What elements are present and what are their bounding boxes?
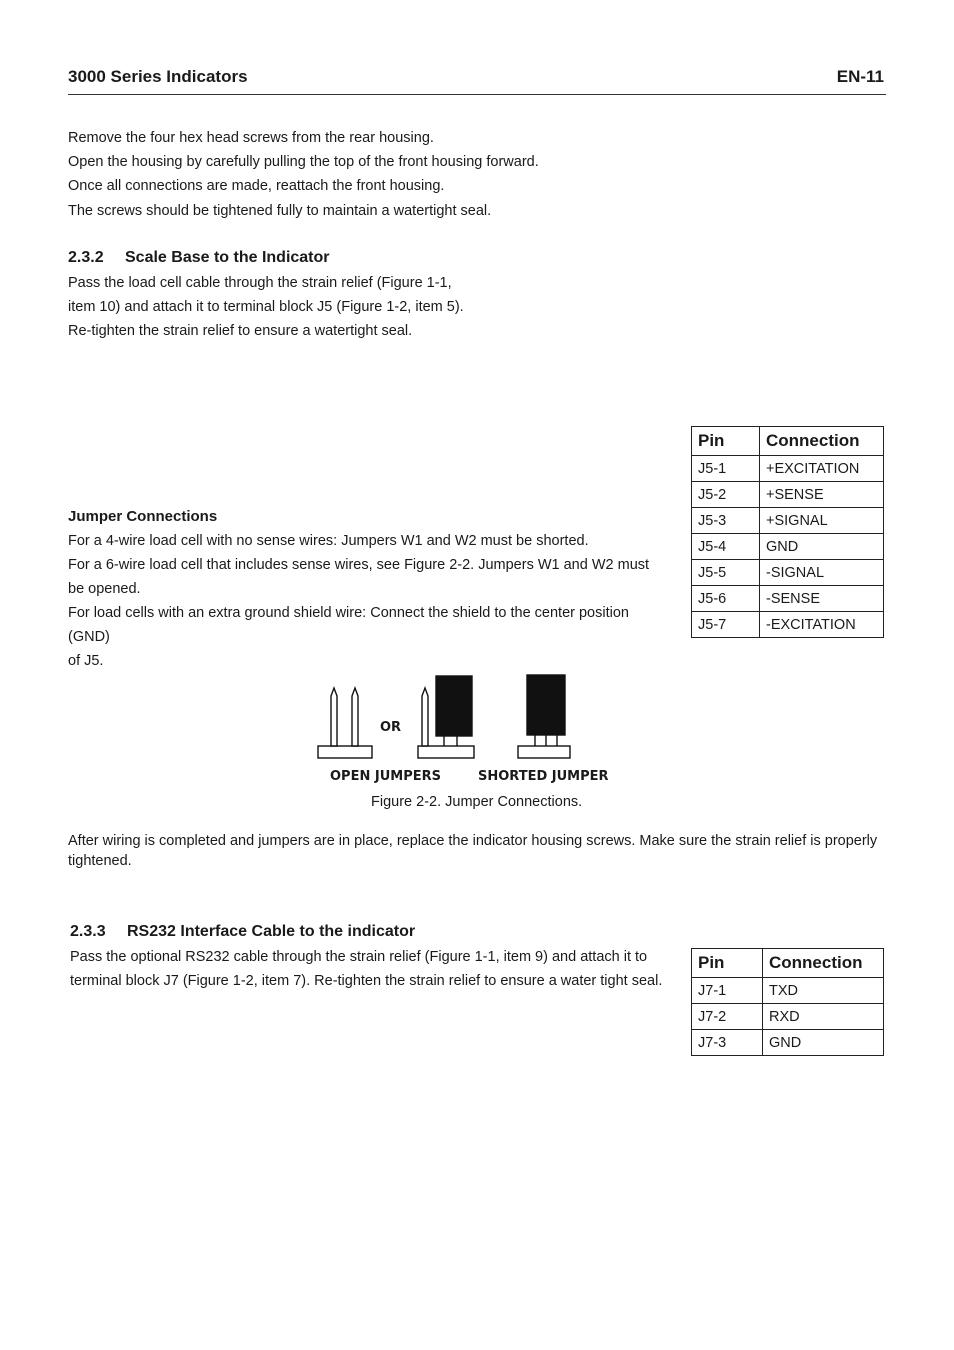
section-heading-2-3-3: [70, 923, 415, 941]
table-row: [692, 482, 884, 508]
table-header-row: [692, 949, 884, 978]
pin-cell: J5-2: [692, 482, 760, 508]
connection-cell: +SENSE: [760, 482, 884, 508]
section-2-3-3-body: [70, 945, 662, 993]
connection-cell: +SIGNAL: [760, 508, 884, 534]
body-line: Pass the optional RS232 cable through the strain relief (Figure 1-1, item 9) and attach it to: [70, 949, 648, 965]
open-jumpers-label: OPEN JUMPERS: [330, 769, 441, 784]
body-line: For load cells with an extra ground shield wire: Connect the shield to the center position (GND): [68, 605, 629, 645]
or-label: OR: [380, 720, 402, 735]
pin-cell: J5-5: [692, 560, 760, 586]
open-jumper-pins-diagram: [318, 688, 372, 758]
pin-cell: J5-7: [692, 612, 760, 638]
connection-cell: -SIGNAL: [760, 560, 884, 586]
j7-pin-table: [691, 948, 884, 1056]
section-number: 2.3.3: [70, 923, 106, 940]
pin-cell: J5-4: [692, 534, 760, 560]
section-heading-2-3-2: [68, 249, 330, 267]
pin-cell: J5-6: [692, 586, 760, 612]
body-line: Pass the load cell cable through the strain relief (Figure 1-1,: [68, 275, 452, 291]
column-header-pin: Pin: [692, 427, 760, 456]
body-line: item 10) and attach it to terminal block J5 (Figure 1-2, item 5).: [68, 299, 464, 315]
table-row: [692, 978, 884, 1004]
table-header-row: [692, 427, 884, 456]
column-header-connection: Connection: [760, 427, 884, 456]
page-number: EN-11: [836, 67, 884, 86]
pin-cell: J7-3: [692, 1030, 763, 1056]
connection-cell: +EXCITATION: [760, 456, 884, 482]
table-row: [692, 612, 884, 638]
half-jumper-diagram: [418, 676, 474, 758]
intro-line: The screws should be tightened fully to maintain a watertight seal.: [68, 203, 492, 219]
body-line: Re-tighten the strain relief to ensure a watertight seal.: [68, 323, 413, 339]
section-2-3-2-body: [68, 271, 464, 343]
column-header-connection: Connection: [763, 949, 884, 978]
pin-cell: J7-2: [692, 1004, 763, 1030]
connection-cell: -SENSE: [760, 586, 884, 612]
table-row: [692, 456, 884, 482]
pin-cell: J5-3: [692, 508, 760, 534]
section-number: 2.3.2: [68, 249, 104, 266]
body-line: After wiring is completed and jumpers are in place, replace the indicator housing screws. Make sure the strain relief is properly: [68, 833, 878, 849]
column-header-pin: Pin: [692, 949, 763, 978]
figure-caption: Figure 2-2. Jumper Connections.: [371, 794, 583, 810]
section-title: RS232 Interface Cable to the indicator: [127, 923, 416, 940]
connection-cell: -EXCITATION: [760, 612, 884, 638]
shorted-jumper-diagram: [518, 675, 570, 758]
body-line: be opened.: [68, 581, 141, 597]
table-row: [692, 508, 884, 534]
shorted-jumper-label: SHORTED JUMPER: [478, 769, 609, 784]
header-rule: [68, 94, 886, 95]
jumper-connections-heading: Jumper Connections: [68, 508, 218, 525]
pin-cell: J7-1: [692, 978, 763, 1004]
connection-cell: GND: [760, 534, 884, 560]
jumper-connections-figure: [310, 670, 620, 770]
intro-paragraph: [68, 126, 539, 223]
table-row: [692, 560, 884, 586]
jumper-connections-body: [68, 529, 668, 673]
table-row: [692, 534, 884, 560]
connection-cell: GND: [763, 1030, 884, 1056]
section-title: Scale Base to the Indicator: [125, 249, 330, 266]
connection-cell: TXD: [763, 978, 884, 1004]
table-row: [692, 1030, 884, 1056]
table-row: [692, 1004, 884, 1030]
table-row: [692, 586, 884, 612]
body-line: For a 6-wire load cell that includes sense wires, see Figure 2-2. Jumpers W1 and W2 must: [68, 557, 650, 573]
intro-line: Once all connections are made, reattach the front housing.: [68, 178, 445, 194]
j5-pin-table: [691, 426, 884, 638]
body-line: terminal block J7 (Figure 1-2, item 7). Re-tighten the strain relief to ensure a water tight seal.: [70, 973, 663, 989]
pin-cell: J5-1: [692, 456, 760, 482]
intro-line: Open the housing by carefully pulling the top of the front housing forward.: [68, 154, 539, 170]
after-wiring-paragraph: [68, 831, 877, 871]
body-line: of J5.: [68, 653, 104, 669]
document-title: 3000 Series Indicators: [68, 67, 248, 86]
body-line: tightened.: [68, 853, 132, 869]
intro-line: Remove the four hex head screws from the rear housing.: [68, 130, 434, 146]
body-line: For a 4-wire load cell with no sense wires: Jumpers W1 and W2 must be shorted.: [68, 533, 589, 549]
connection-cell: RXD: [763, 1004, 884, 1030]
